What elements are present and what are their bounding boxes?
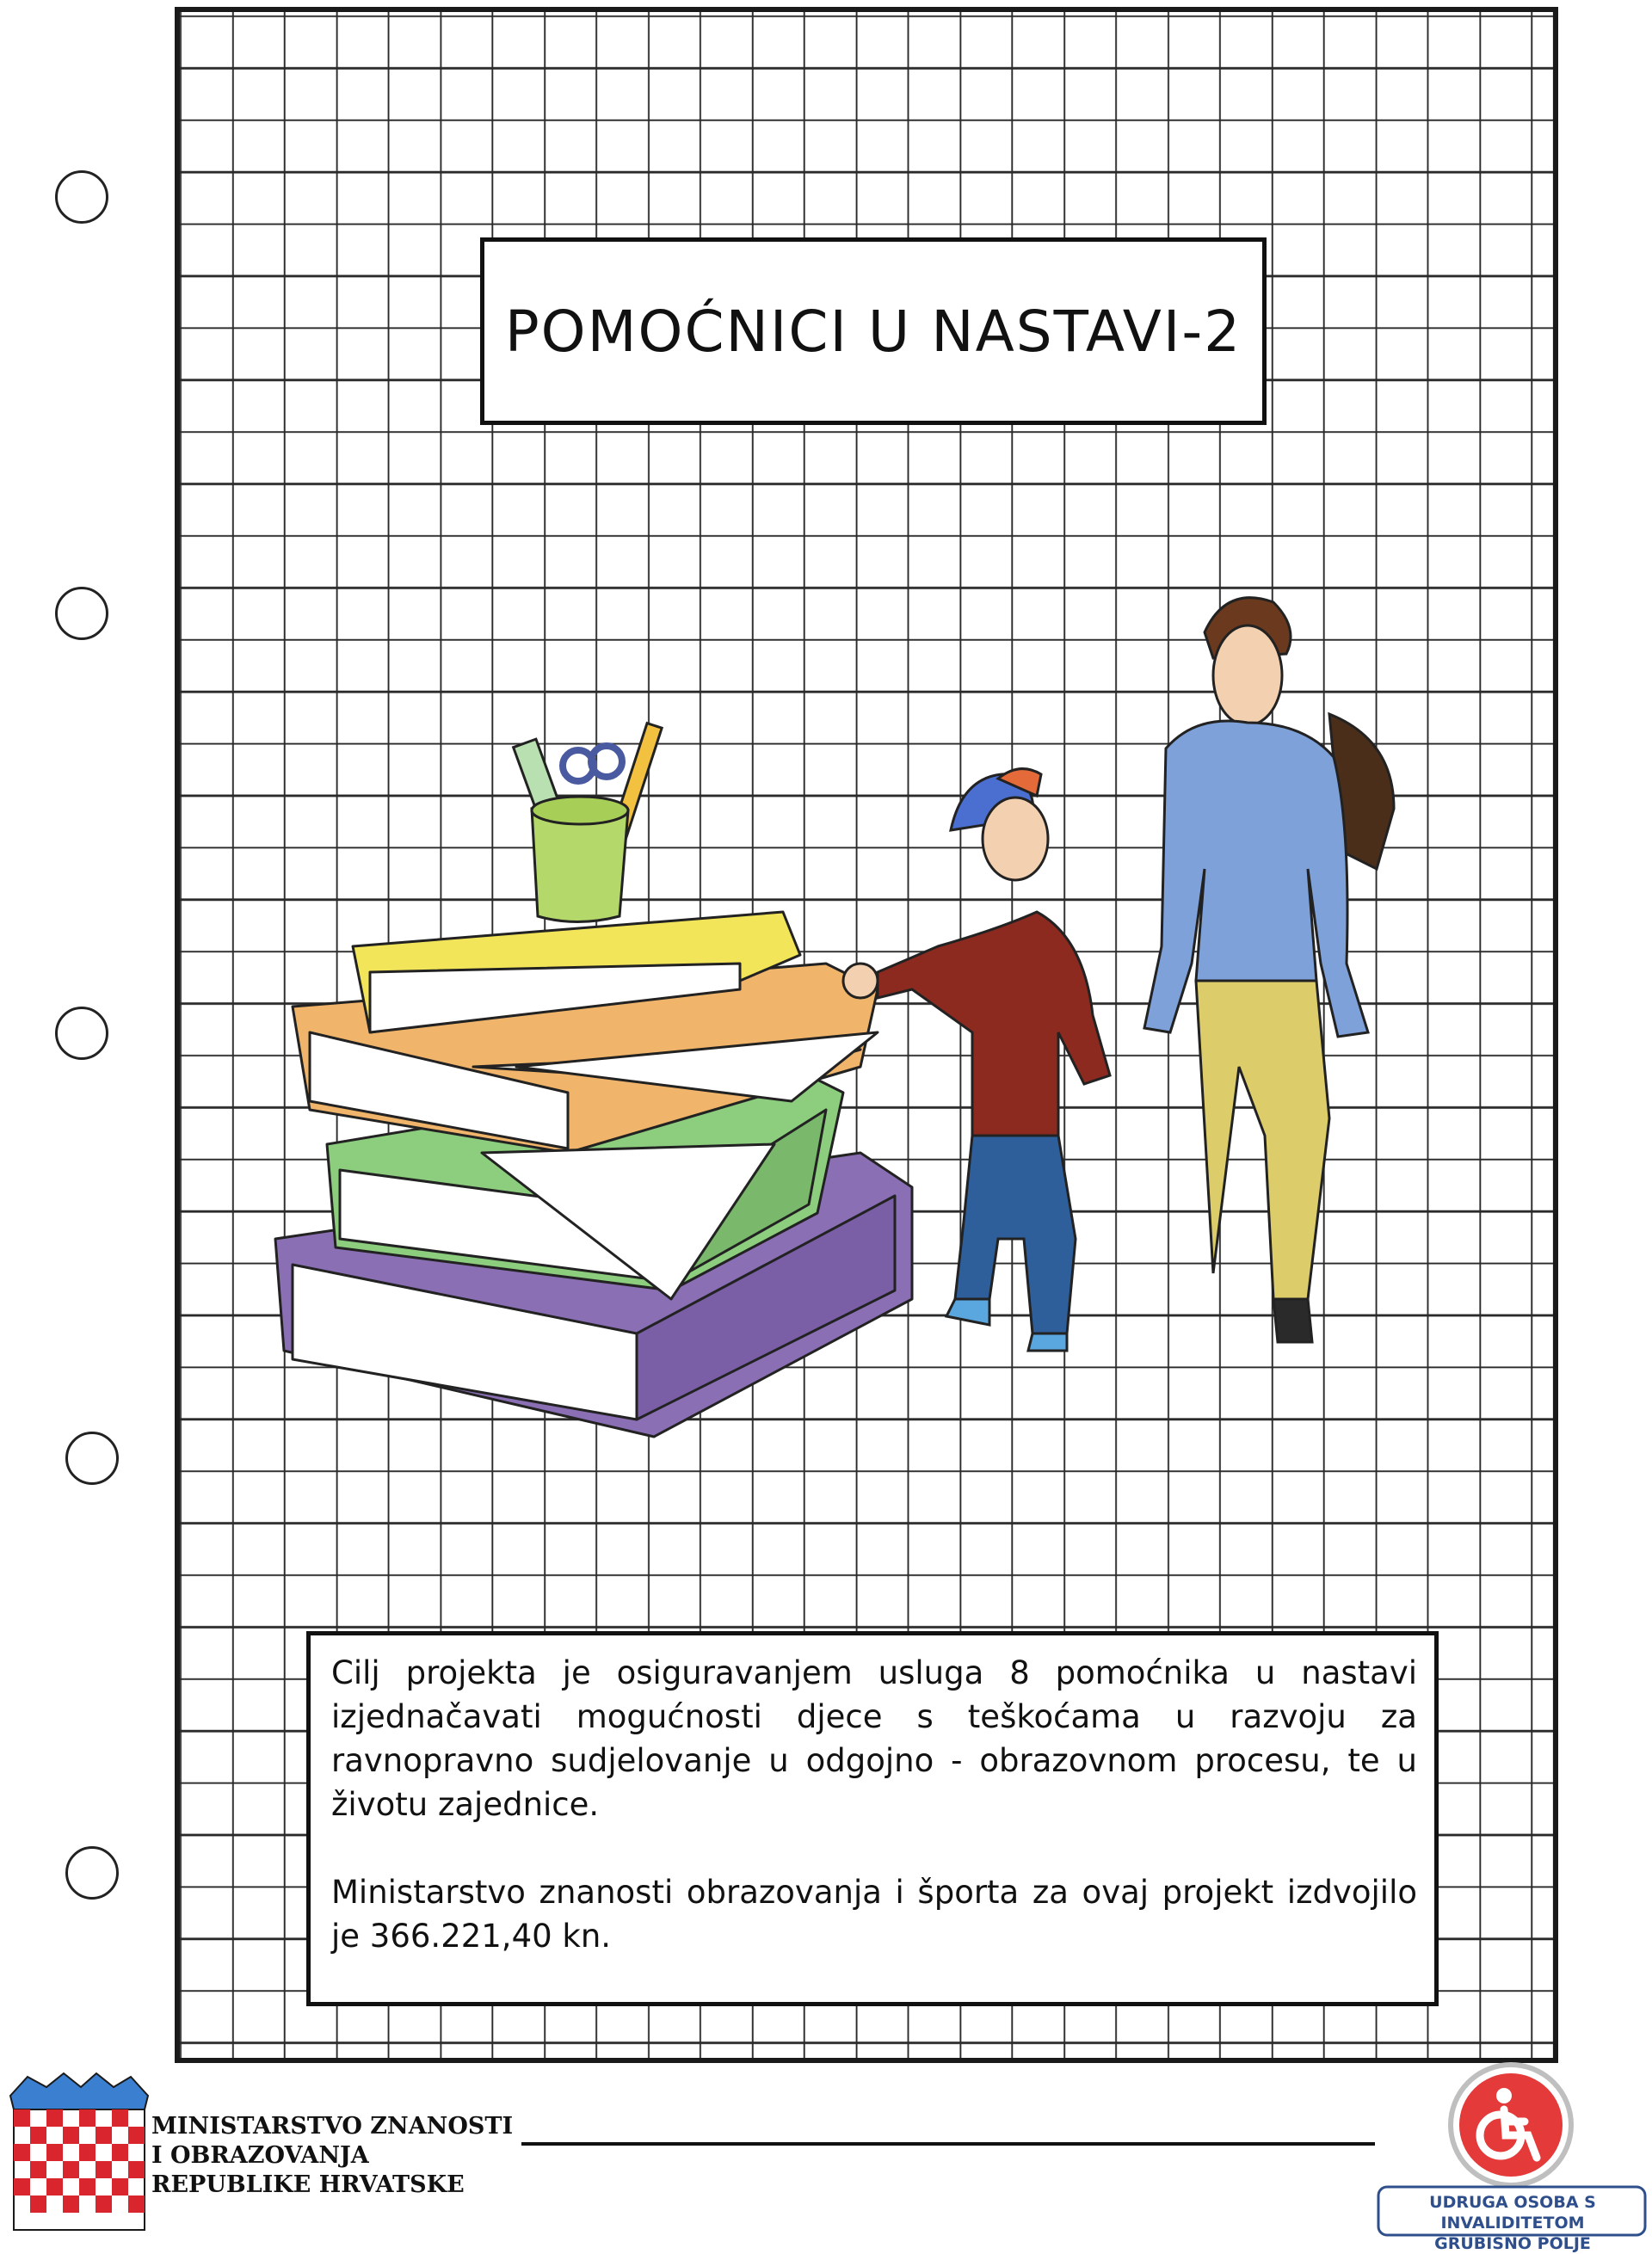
ministry-name	[151, 2112, 521, 2200]
ministry-name-line: REPUBLIKE HRVATSKE	[151, 2171, 465, 2198]
project-goal-text: Cilj projekta je osiguravanjem usluga 8 pomoćnika u nastavi izjednačavati mogućnosti djece s teškoćama u razvoju za ravnopravno sudjelovanje u odgojno - obrazovnom procesu, te u životu zajednice.	[331, 1654, 1417, 1823]
illustration	[258, 585, 1463, 1445]
binder-hole	[55, 1007, 108, 1060]
ministry-name-line: I OBRAZOVANJA	[151, 2142, 369, 2169]
title-box	[480, 237, 1267, 425]
binder-hole	[65, 1432, 119, 1485]
funding-text: Ministarstvo znanosti obrazovanja i športa za ovaj projekt izdvojilo je 366.221,40 kn.	[331, 1874, 1417, 1955]
association-name-line: GRUBIŠNO POLJE	[1434, 2234, 1591, 2253]
books-stack	[275, 912, 912, 1437]
association-name-line: UDRUGA OSOBA S INVALIDITETOM	[1429, 2193, 1596, 2232]
page-title: POMOĆNICI U NASTAVI-2	[504, 298, 1242, 365]
footer-line	[521, 2142, 1375, 2146]
project-info-box	[306, 1631, 1439, 2006]
binder-hole	[65, 1846, 119, 1900]
teacher	[1144, 598, 1394, 1342]
ministry-name-line: MINISTARSTVO ZNANOSTI	[151, 2113, 514, 2140]
pencil-cup	[514, 724, 663, 922]
croatian-coat-of-arms-icon	[3, 2061, 155, 2235]
binder-hole	[55, 170, 108, 224]
association-name	[1375, 2192, 1650, 2254]
binder-hole	[55, 587, 108, 640]
